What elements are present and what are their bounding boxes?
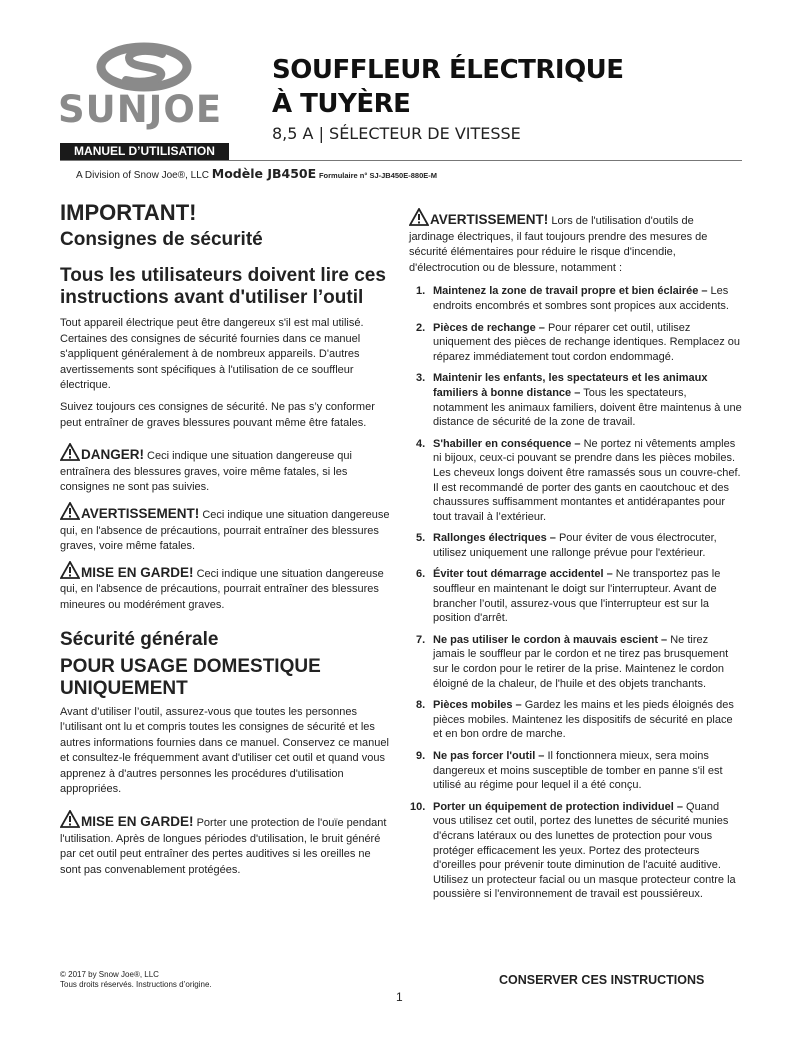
avertissement-intro [409,208,742,276]
warning-triangle-icon [60,561,80,579]
mise-en-garde-label: MISE EN GARDE! [81,564,194,580]
avertissement-intro-label: AVERTISSEMENT! [430,212,549,227]
follow-paragraph: Suivez toujours ces consignes de sécurité. Ne pas s’y conformer peut entraîner de graves blessures pouvant même être fatales. [60,400,375,429]
warning-triangle-icon [409,208,429,226]
warning-triangle-icon [60,502,80,520]
mise-en-garde-ouie-text: Porter une protection de l'ouïe pendant l'utilisation. Après de longues périodes d'utilisation, le bruit généré par cet outil peut entraîner des pertes auditives si les oreilles ne sont pas convenablement protégées. [60,817,387,876]
list-item: 3. Maintenir les enfants, les spectateurs et les animaux familiers à bonne distance – Tous les spectateurs, notamment les animaux familiers, doivent être maintenus à une distance de sécurité de la zone de travail. [416,372,742,429]
danger-notice [60,443,393,496]
list-item: 9. Ne pas forcer l'outil – Il fonctionnera mieux, sera moins dangereux et moins susceptible de tomber en panne s'il est utilisé au régime pour lequel il a été conçu. [416,750,723,792]
intro-paragraph: Tout appareil électrique peut être dangereux s'il est mal utilisé. Certaines des consignes de sécurité fournies dans ce manuel s'appliquent généralement à de nombreux appareils. D'autres avertissements sont spécifiques à l'utilisation de ce souffleur électrique. [60,317,364,392]
avertissement-intro-text: Lors de l'utilisation d'outils de jardinage électriques, il faut toujours prendre des mesures de sécurité élémentaires pour réduire le risque d'incendie, d'électrocution ou de blessure, notamment : [409,215,708,274]
product-title-line2: À TUYÈRE [272,89,411,119]
list-item: 4. S'habiller en conséquence – Ne portez ni vêtements amples ni bijoux, ceux-ci pouvant se prendre dans les pièces mobiles. Les cheveux longs doivent être ramassés sous un couvre-chef. Il est recommandé de porter des gants en caoutchouc et des chaussures suffisamment montantes et antidérapantes pour tout travail à l’extérieur. [416,437,741,523]
division-line [76,166,437,181]
mise-en-garde-ouie-notice [60,810,393,878]
model-number: Modèle JB450E [211,166,317,181]
mise-en-garde-text: Ceci indique une situation dangereuse qui, en l'absence de précautions, pourrait entraîner des blessures mineures ou modérément graves. [60,567,384,611]
right-column [409,208,742,909]
danger-label: DANGER! [81,447,144,463]
avant-utiliser-paragraph: Avant d’utiliser l’outil, assurez-vous que toutes les personnes l’utilisant ont lu et compris toutes les consignes de sécurité et les autres informations fournies dans ce manuel. Conservez ce manuel et consultez-le fréquemment avant d'utiliser cet outil et quand vous apprenez à d'autres personnes les procédures d'utilisation appropriées. [60,705,389,796]
page-number: 1 [396,990,403,1004]
warning-triangle-icon [60,810,80,828]
product-title-line1: SOUFFLEUR ÉLECTRIQUE [272,55,624,85]
conserver-instructions: CONSERVER CES INSTRUCTIONS [499,973,705,987]
product-subtitle: 8,5 A | SÉLECTEUR DE VITESSE [272,124,521,143]
danger-text: Ceci indique une situation dangereuse qui entraînera des blessures graves, voire même fatales, si les consignes ne sont pas suivies. [60,450,352,494]
list-item: 8. Pièces mobiles – Gardez les mains et les pieds éloignés des pièces mobiles. Maintenez les dispositifs de sécurité en place et en bon ordre de marche. [416,699,734,741]
warning-triangle-icon [60,443,80,461]
list-item: 2. Pièces de rechange – Pour réparer cet outil, utilisez uniquement des pièces de rechange identiques. Remplacez ou réparez immédiatement tout cordon endommagé. [416,321,740,363]
mise-en-garde-notice [60,561,393,614]
list-item: 7. Ne pas utiliser le cordon à mauvais escient – Ne tirez jamais le souffleur par le cordon et ne tirez pas brusquement sur le cordon pour le retirer de la prise. Maintenez le cordon éloigné de la chaleur, de l'huile et des objets tranchants. [416,633,729,690]
securite-generale-heading: Sécurité générale [60,628,219,650]
list-item: 5. Rallonges électriques – Pour éviter de vous électrocuter, utilisez uniquement une rallonge prévue pour l'extérieur. [416,532,717,559]
list-item: 10. Porter un équipement de protection individuel – Quand vous utilisez cet outil, portez des lunettes de sécurité munies d'écrans latéraux ou des lunettes de protection pour vous protéger efficacement les yeux. Portez des protecteurs d'oreilles pour prévenir toute diminution de l'acuité auditive. Utilisez un protecteur facial ou un masque protecteur contre la poussière si l'environnement de travail est poussiéreux. [410,800,736,901]
left-column [60,200,393,878]
read-instructions-heading: Tous les utilisateurs doivent lire ces instructions avant d'utiliser l’outil [60,265,386,308]
mise-en-garde-ouie-label: MISE EN GARDE! [81,814,194,830]
logo-wordmark: SUNJOE [58,88,223,131]
manual-banner: MANUEL D’UTILISATION [60,143,229,160]
division-text: A Division of Snow Joe®, LLC [76,170,209,181]
list-item: 1. Maintenez la zone de travail propre et bien éclairée – Les endroits encombrés et sombres sont propices aux accidents. [416,285,729,312]
header-divider [60,160,742,161]
avertissement-label: AVERTISSEMENT! [81,505,200,521]
consignes-heading: Consignes de sécurité [60,229,263,250]
safety-list [409,284,742,902]
avertissement-text: Ceci indique une situation dangereuse qui, en l'absence de précautions, pourrait entraîner des blessures graves, voire même fatales. [60,508,390,553]
footer-copyright [60,970,212,990]
important-heading: IMPORTANT! [60,200,197,225]
avertissement-notice [60,502,393,555]
usage-domestique-heading: POUR USAGE DOMESTIQUE UNIQUEMENT [60,655,321,699]
form-number: Formulaire n° SJ-JB450E-880E-M [318,171,437,180]
list-item: 6. Éviter tout démarrage accidentel – Ne transportez pas le souffleur en maintenant le doigt sur l'interrupteur. Avant de brancher l’outil, assurez-vous que l'interrupteur est sur la position d'arrêt. [416,568,721,625]
rights-line: Tous droits réservés. Instructions d’origine. [60,980,212,989]
copyright-line: © 2017 by Snow Joe®, LLC [60,970,159,979]
